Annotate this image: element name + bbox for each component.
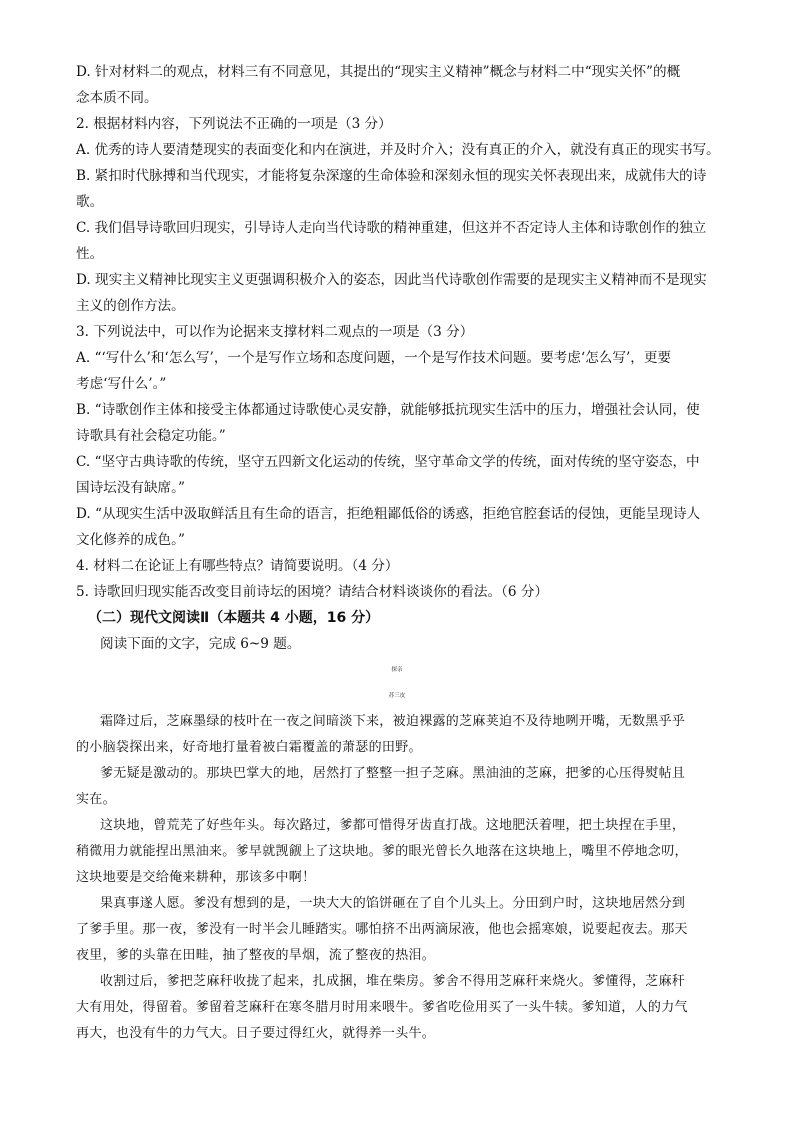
- story-line: 霜降过后，芝麻墨绿的枝叶在一夜之间暗淡下来，被迫裸露的芝麻荚迫不及待地咧开嘴，无数黑乎乎: [100, 714, 686, 729]
- story-title: 探亲: [391, 667, 403, 673]
- q1-option-d-line2: 念本质不同。: [76, 90, 158, 106]
- q3-option-a-line2: 考虑‘写什么’。”: [76, 376, 167, 392]
- q3-option-a-line1: A. “‘写什么’和‘怎么写’，一个是写作立场和态度问题，一个是写作技术问题。要考虑‘怎么写’，更要: [76, 350, 672, 366]
- q2-option-b-line1: B. 紧扣时代脉搏和当代现实，才能将复杂深邃的生命体验和深刻永恒的现实关怀表现出来，成就伟大的诗: [76, 168, 707, 184]
- story-line: 果真事遂人愿。爹没有想到的是，一块大大的馅饼砸在了自个儿头上。分田到户时，这块地居然分到: [100, 896, 686, 911]
- q3-option-d-line2: 文化修养的成色。”: [76, 532, 185, 548]
- q5-stem: 5. 诗歌回归现实能否改变目前诗坛的困境？请结合材料谈谈你的看法。（6 分）: [76, 584, 549, 600]
- q2-option-c-line2: 性。: [76, 246, 104, 262]
- q2-stem: 2. 根据材料内容，下列说法不正确的一项是（3 分）: [76, 116, 392, 132]
- q3-option-c-line2: 国诗坛没有缺席。”: [76, 480, 185, 496]
- q4-stem: 4. 材料二在论证上有哪些特点？请简要说明。（4 分）: [76, 558, 399, 574]
- story-line: 大有用处，得留着。爹留着芝麻秆在寒冬腊月时用来喂牛。爹省吃俭用买了一头牛犊。爹知道，人的力气: [76, 1000, 688, 1015]
- story-line: 夜里，爹的头靠在田畦，抽了整夜的旱烟，流了整夜的热泪。: [76, 948, 436, 963]
- q2-option-c-line1: C. 我们倡导诗歌回归现实，引导诗人走向当代诗歌的精神重建，但这并不否定诗人主体和诗歌创作的独立: [76, 220, 707, 236]
- q3-option-b-line1: B. “诗歌创作主体和接受主体都通过诗歌使心灵安静，就能够抵抗现实生活中的压力，增强社会认同，使: [76, 402, 700, 418]
- q2-option-b-line2: 歌。: [76, 194, 104, 210]
- story-line: 收割过后，爹把芝麻秆收拢了起来，扎成捆，堆在柴房。爹舍不得用芝麻秆来烧火。爹懂得，芝麻秆: [100, 974, 686, 989]
- story-line: 了爹手里。那一夜，爹没有一时半会儿睡踏实。哪怕挤不出两滴尿液，他也会摇寒娘，说要起夜去。那天: [76, 922, 688, 937]
- story-line: 再大，也没有牛的力气大。日子要过得红火，就得养一头牛。: [76, 1026, 436, 1041]
- q2-option-d-line2: 主义的创作方法。: [76, 298, 185, 314]
- q3-option-b-line2: 诗歌具有社会稳定功能。”: [76, 428, 226, 444]
- story-line: 稍微用力就能捏出黑油来。爹早就觊觎上了这块地。爹的眼光曾长久地落在这块地上，嘴里不停地念叨，: [76, 844, 688, 859]
- q2-option-a: A. 优秀的诗人要清楚现实的表面变化和内在演进，并及时介入；没有真正的介入，就没有真正的现实书写。: [76, 142, 720, 158]
- q1-option-d-line1: D. 针对材料二的观点，材料三有不同意见，其提出的“现实主义精神”概念与材料二中“现实关怀”的概: [76, 64, 681, 80]
- story-line: 这块地要是交给俺来耕种，那该多中啊！: [76, 870, 316, 885]
- q3-stem: 3. 下列说法中，可以作为论据来支撑材料二观点的一项是（3 分）: [76, 324, 474, 340]
- q2-option-d-line1: D. 现实主义精神比现实主义更强调积极介入的姿态，因此当代诗歌创作需要的是现实主义精神而不是现实: [76, 272, 707, 288]
- story-line: 这块地，曾荒芜了好些年头。每次路过，爹都可惜得牙齿直打战。这地肥沃着哩，把土块捏在手里，: [100, 818, 686, 833]
- story-line: 爹无疑是激动的。那块巴掌大的地，居然打了整整一担子芝麻。黑油油的芝麻，把爹的心压得熨帖且: [100, 766, 686, 781]
- section-instruction: 阅读下面的文字，完成 6~9 题。: [100, 636, 301, 652]
- story-line: 实在。: [76, 792, 116, 807]
- q3-option-c-line1: C. “坚守古典诗歌的传统，坚守五四新文化运动的传统，坚守革命文学的传统，面对传统的坚守姿态，中: [76, 454, 700, 470]
- story-line: 的小脑袋探出来，好奇地打量着被白霜覆盖的萧瑟的田野。: [76, 740, 422, 755]
- section-heading: （二）现代文阅读Ⅱ（本题共 4 小题，16 分）: [88, 610, 380, 626]
- story-author: 苏三皮: [388, 693, 406, 699]
- q3-option-d-line1: D. “从现实生活中汲取鲜活且有生命的语言，拒绝粗鄙低俗的诱惑，拒绝官腔套话的侵蚀，更能呈现诗人: [76, 506, 701, 522]
